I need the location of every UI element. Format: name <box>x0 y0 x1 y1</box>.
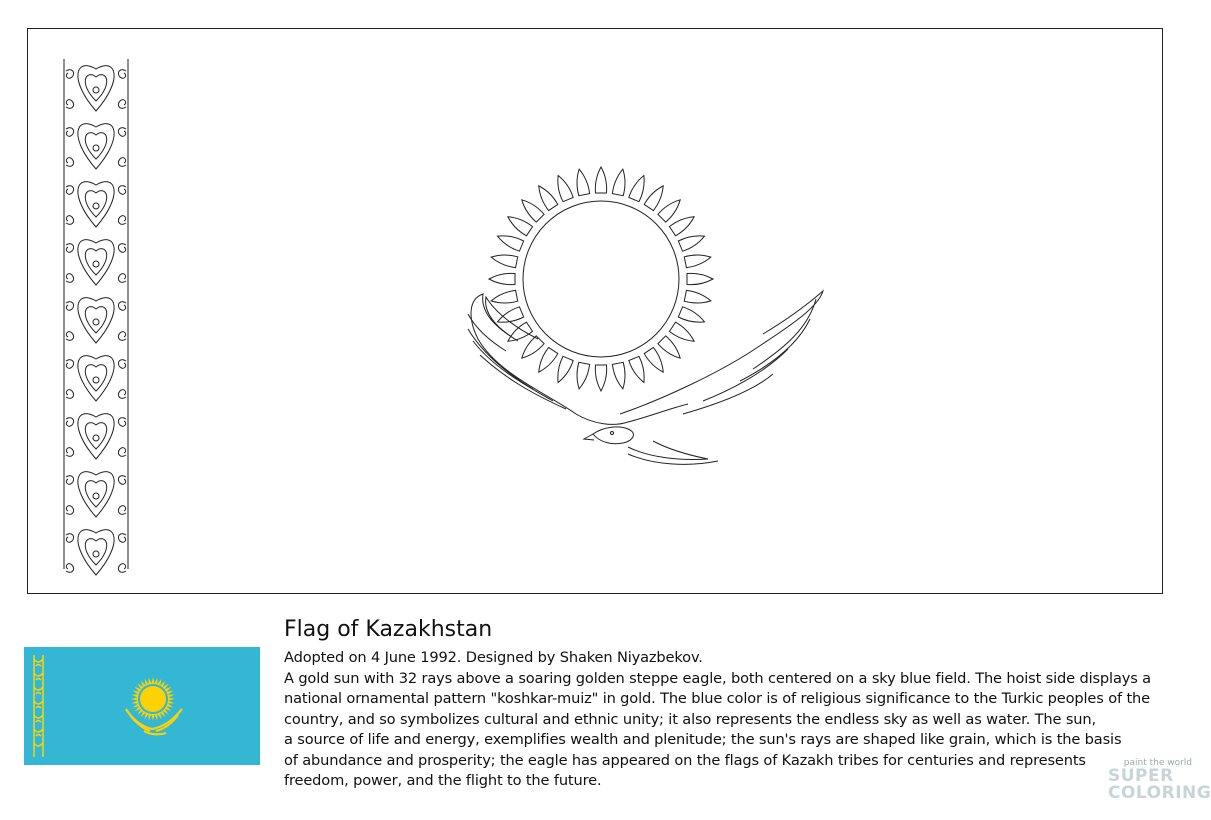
watermark-super: SUPER <box>1108 766 1174 786</box>
description-line: country, and so symbolizes cultural and ethnic unity; it also represents the endless sky as well as water. The sun, <box>284 710 1096 728</box>
eagle-icon <box>468 291 823 464</box>
adopted-line: Adopted on 4 June 1992. Designed by Shaken Niyazbekov. <box>284 649 703 666</box>
description-line: A gold sun with 32 rays above a soaring golden steppe eagle, both centered on a sky blue field. The hoist side displays a <box>284 669 1151 687</box>
description-line: of abundance and prosperity; the eagle has appeared on the flags of Kazakh tribes for centuries and represents <box>284 751 1086 769</box>
outline-flag-drawing <box>28 29 1164 595</box>
color-flag-drawing <box>24 647 260 765</box>
description-line: a source of life and energy, exemplifies wealth and plenitude; the sun's rays are shaped like grain, which is the basis <box>284 731 1122 748</box>
sun-emblem-icon <box>489 167 713 391</box>
description-line: freedom, power, and the flight to the future. <box>284 772 602 789</box>
watermark-tagline: paint the world <box>1123 758 1192 768</box>
watermark-logo <box>1108 758 1211 808</box>
page-title: Flag of Kazakhstan <box>284 617 493 642</box>
description-line: national ornamental pattern "koshkar-muiz" in gold. The blue color is of religious significance to the Turkic peoples of the <box>284 690 1150 707</box>
flag-description <box>284 616 1194 792</box>
color-flag <box>24 647 260 765</box>
outline-flag <box>27 28 1163 594</box>
ornament-icon <box>64 59 128 575</box>
watermark-coloring: COLORING <box>1108 783 1211 803</box>
sun-emblem-icon <box>131 677 175 721</box>
